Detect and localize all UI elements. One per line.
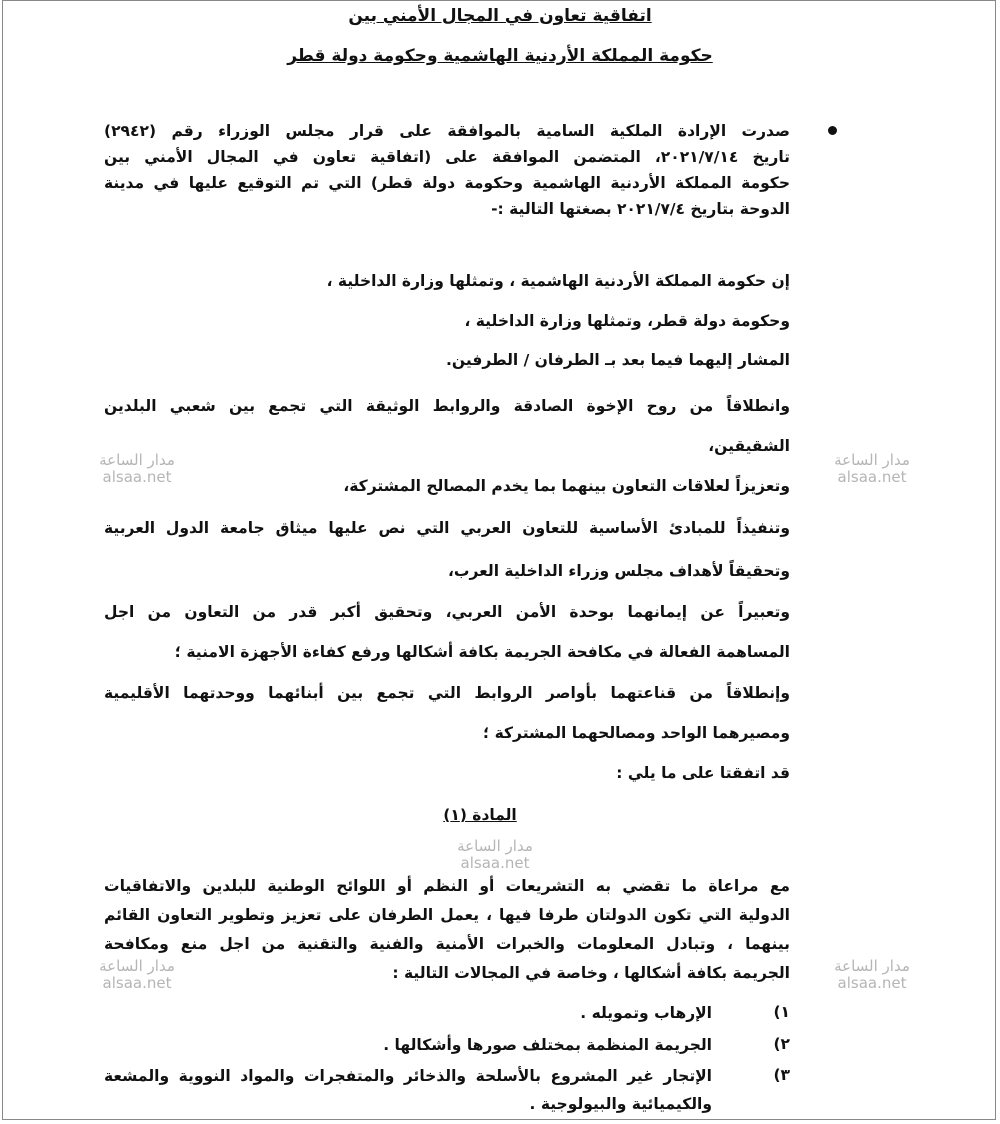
preamble-line: قد اتفقتا على ما يلي :	[616, 764, 790, 782]
preamble-line: وتحقيقاً لأهداف مجلس وزراء الداخلية العرب،	[448, 562, 790, 580]
watermark: مدار الساعة alsaa.net	[457, 837, 533, 872]
preamble-line: وتعزيزاً لعلاقات التعاون بينهما بما يخدم المصالح المشتركة،	[343, 477, 790, 495]
list-item: الإرهاب وتمويله .	[580, 1004, 712, 1022]
watermark: مدار الساعة alsaa.net	[99, 451, 175, 486]
preamble-line: المساهمة الفعالة في مكافحة الجريمة بكافة أشكالها ورفع كفاءة الأجهزة الامنية ؛	[174, 643, 790, 661]
bullet-icon	[828, 126, 837, 135]
preamble-line: وإنطلاقاً من قناعتهما بأواصر الروابط التي تجمع بين أبنائهما ووحدتهما الأقليمية	[104, 684, 790, 702]
intro-line: صدرت الإرادة الملكية السامية بالموافقة على قرار مجلس الوزراء رقم (٢٩٤٢)	[104, 122, 790, 140]
list-item: الجريمة المنظمة بمختلف صورها وأشكالها .	[383, 1036, 712, 1054]
preamble-line: إن حكومة المملكة الأردنية الهاشمية ، وتمثلها وزارة الداخلية ،	[326, 272, 790, 290]
preamble-line: المشار إليهما فيما بعد بـ الطرفان / الطرفين.	[446, 351, 790, 369]
list-item: الإتجار غير المشروع بالأسلحة والذخائر والمتفجرات والمواد النووية والمشعة	[104, 1067, 712, 1085]
intro-line: الدوحة بتاريخ ٢٠٢١/٧/٤ بصغتها التالية :-	[491, 200, 790, 218]
intro-line: تاريخ ٢٠٢١/٧/١٤، المتضمن الموافقة على (اتفاقية تعاون في المجال الأمني بين	[104, 148, 790, 166]
watermark: مدار الساعة alsaa.net	[99, 957, 175, 992]
watermark: مدار الساعة alsaa.net	[834, 451, 910, 486]
preamble-line: الشقيقين،	[708, 437, 790, 455]
preamble-line: وحكومة دولة قطر، وتمثلها وزارة الداخلية ،	[464, 312, 790, 330]
article-heading: المادة (١)	[443, 806, 517, 824]
article-line: الدولية التي تكون الدولتان طرفا فيها ، يعمل الطرفان على تعزيز وتطوير التعاون القائم	[104, 906, 790, 924]
title-line-2: حكومة المملكة الأردنية الهاشمية وحكومة دولة قطر	[287, 46, 713, 66]
preamble-line: وتنفيذاً للمبادئ الأساسية للتعاون العربي التي نص عليها ميثاق جامعة الدول العربية	[104, 519, 790, 537]
watermark: مدار الساعة alsaa.net	[834, 957, 910, 992]
preamble-line: وتعبيراً عن إيمانهما بوحدة الأمن العربي، وتحقيق أكبر قدر من التعاون من اجل	[104, 603, 790, 621]
list-number: ١)	[773, 1003, 790, 1021]
article-line: الجريمة بكافة أشكالها ، وخاصة في المجالات التالية :	[392, 964, 790, 982]
list-number: ٢)	[773, 1035, 790, 1053]
preamble-line: ومصيرهما الواحد ومصالحهما المشتركة ؛	[483, 724, 790, 742]
title-line-1: اتفاقية تعاون في المجال الأمني بين	[348, 6, 652, 26]
intro-line: حكومة المملكة الأردنية الهاشمية وحكومة دولة قطر) التي تم التوقيع عليها في مدينة	[104, 174, 790, 192]
preamble-line: وانطلاقاً من روح الإخوة الصادقة والروابط الوثيقة التي تجمع بين شعبي البلدين	[104, 397, 790, 415]
article-line: بينهما ، وتبادل المعلومات والخبرات الأمنية والفنية والتقنية من اجل منع ومكافحة	[104, 935, 790, 953]
list-item-continuation: والكيميائية والبيولوجية .	[529, 1095, 712, 1113]
list-number: ٣)	[773, 1066, 790, 1084]
article-line: مع مراعاة ما تقضي به التشريعات أو النظم أو اللوائح الوطنية للبلدين والاتفاقيات	[104, 877, 790, 895]
